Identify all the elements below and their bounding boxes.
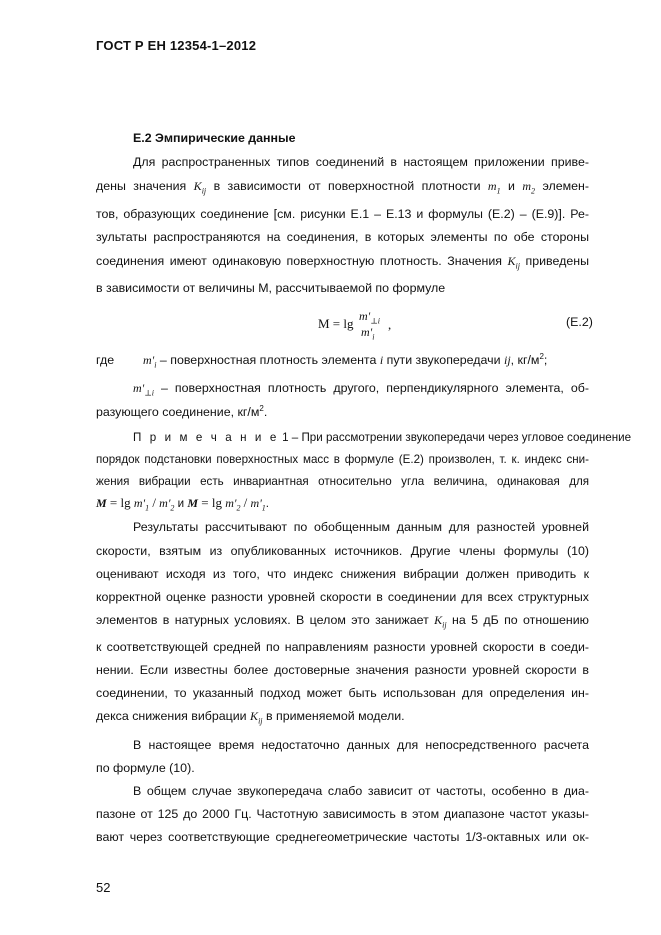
symbol-kij: $K_{ij}$: [250, 709, 263, 726]
symbol-i: i: [379, 353, 384, 367]
symbol-m2-prime: $m'_2$: [225, 496, 241, 513]
formula-denominator: $m'_i$: [361, 325, 375, 342]
para3-line2: по формуле (10).: [96, 761, 195, 775]
symbol-m1: $m_1$: [487, 179, 501, 196]
superscript: 2: [259, 403, 264, 413]
formula-comma: ,: [388, 317, 392, 332]
text-run: и: [177, 497, 185, 510]
symbol-m2-prime: $m'_2$: [159, 496, 175, 513]
text-run: приведены: [525, 254, 589, 268]
text-run: .: [265, 497, 269, 510]
text-run: элементов в натурных условиях. В целом это занижает: [96, 613, 429, 627]
text-run: – поверхностная плотность элемента: [159, 353, 377, 367]
symbol-M: M: [96, 496, 107, 510]
para2-line2: скорости, взятым из опубликованных источников. Другие члены формулы (10): [96, 544, 589, 558]
text-run: – поверхностная плотность другого, перпендикулярного элемента, об-: [161, 381, 589, 395]
formula-numerator: $m'_{\perp i}$: [359, 309, 380, 326]
symbol-M: M: [187, 496, 199, 510]
para2-line4: корректной оценке разности уровней скорости в соединении для всех структурных: [96, 590, 589, 604]
para2-line7: нении. Если известны более достоверные значения разности уровней скорости в: [96, 663, 589, 677]
symbol-m-perp: $m'_{\perp i}$: [133, 381, 154, 398]
text-run: в зависимости от поверхностной плотности: [213, 179, 481, 193]
para4-line2: пазоне от 125 до 2000 Гц. Частотную зависимость в этом диапазоне частот указы-: [96, 807, 589, 821]
symbol-m1-prime: $m'_1$: [250, 496, 266, 513]
text-run: элемен-: [542, 179, 590, 193]
para1-line1: Для распространенных типов соединений в настоящем приложении приве-: [133, 155, 589, 169]
formula-e2: [318, 309, 408, 343]
text-run: 1 – При рассмотрении звукопередачи через угловое соединение: [282, 431, 632, 444]
symbol-ij: ij: [503, 353, 511, 367]
symbol-kij: $K_{ij}$: [507, 254, 520, 271]
note-line2: порядок подстановки поверхностных масс в формуле (Е.2) произволен, т. к. индекс сни-: [96, 453, 589, 466]
section-heading: Е.2 Эмпирические данные: [133, 131, 296, 145]
text-run: декса снижения вибрации: [96, 709, 247, 723]
para2-line8: соединении, то указанный подход может быть использован для определения ин-: [96, 686, 589, 700]
text-run: ;: [543, 353, 548, 367]
para1-line2: [96, 179, 589, 194]
text-run: пути звукопередачи: [386, 353, 501, 367]
text-run: = lg: [201, 495, 222, 510]
document-header: ГОСТ Р ЕН 12354-1–2012: [96, 38, 257, 53]
para2-line9: [96, 709, 589, 724]
text-run: дены значения: [96, 179, 187, 193]
para2-line3: оценивают исходя из того, что индекс снижения вибрации должен приводить к: [96, 567, 589, 581]
text-run: и: [508, 179, 515, 193]
equation-number: (Е.2): [566, 315, 593, 329]
para2-line5: [96, 613, 589, 628]
symbol-mi: $m'_i$: [143, 353, 157, 370]
formula-lhs: M = lg: [318, 316, 354, 331]
para2-line1: Результаты рассчитывают по обобщенным данным для разностей уровней: [133, 520, 589, 534]
page-number: 52: [96, 880, 111, 895]
where-line3: [96, 405, 589, 420]
text-run: в применяемой модели.: [265, 709, 405, 723]
note-label: П р и м е ч а н и е: [133, 431, 279, 444]
text-run: /: [243, 495, 248, 510]
para2-line6: к соответствующей средней по направлениям разности уровней скорости в соеди-: [96, 640, 589, 654]
para4-line3: вают через соответствующие среднегеометрические частоты 1/3-октавных или ок-: [96, 830, 589, 844]
para1-line4: зультаты распространяются на соединения, в которых элементы по обе стороны: [96, 230, 589, 244]
para1-line3: тов, образующих соединение [см. рисунки Е.1 – Е.13 и формулы (Е.2) – (Е.9)]. Ре-: [96, 207, 589, 221]
symbol-m2: $m_2$: [522, 179, 536, 196]
note-line4: [96, 495, 589, 511]
text-run: разующего соединение, кг/м: [96, 405, 260, 419]
note-line3: жения вибрации есть инвариантная относительно угла величина, одинаковая для: [96, 475, 589, 488]
text-run: на 5 дБ по отношению: [451, 613, 589, 627]
text-run: , кг/м: [510, 353, 540, 367]
para4-line1: В общем случае звукопередача слабо зависит от частоты, особенно в диа-: [133, 784, 589, 798]
symbol-kij: $K_{ij}$: [193, 179, 207, 196]
superscript: 2: [539, 351, 544, 361]
text-run: /: [152, 495, 156, 510]
where-label: где: [96, 353, 115, 367]
text-run: .: [263, 405, 268, 419]
note-line1: [133, 430, 632, 445]
where-line1: [96, 353, 547, 368]
symbol-kij: $K_{ij}$: [434, 613, 447, 630]
text-run: соединения имеют одинаковую поверхностную плотность. Значения: [96, 254, 503, 268]
para1-line5: [96, 254, 589, 269]
text-run: = lg: [109, 495, 131, 510]
symbol-m1-prime: $m'_1$: [133, 496, 150, 513]
where-line2: [133, 381, 589, 396]
para1-line6: в зависимости от величины М, рассчитываемой по формуле: [96, 281, 446, 295]
para3-line1: В настоящее время недостаточно данных для непосредственного расчета: [133, 738, 589, 752]
